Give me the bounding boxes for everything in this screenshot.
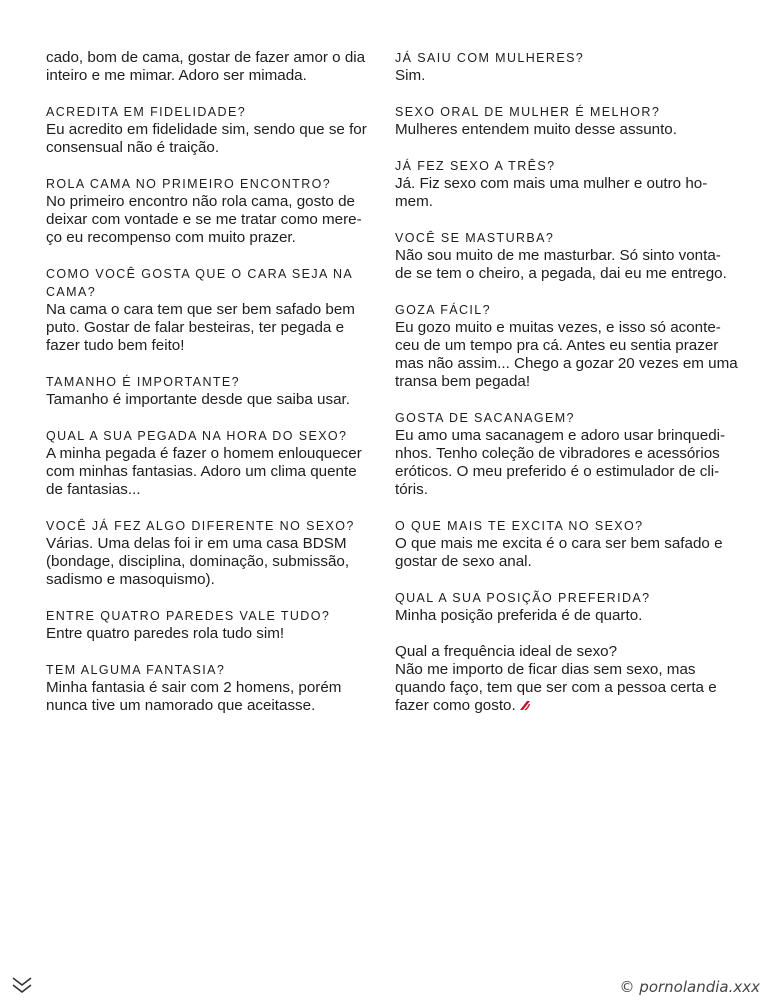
answer-line: Tamanho é importante desde que saiba usar.: [46, 391, 350, 408]
question-heading: SEXO ORAL DE MULHER É MELHOR?: [395, 105, 661, 119]
answer-line: fazer tudo bem feito!: [46, 337, 185, 354]
answer-line: (bondage, disciplina, dominação, submissão,: [46, 553, 350, 570]
answer-line: ço eu recompenso com muito prazer.: [46, 229, 296, 246]
qa-block: [46, 373, 376, 409]
qa-block-last: [395, 643, 730, 715]
left-qa-list: [46, 103, 376, 715]
lead-line: inteiro e me mimar. Adoro ser mimada.: [46, 67, 307, 84]
question-heading: ACREDITA EM FIDELIDADE?: [46, 105, 247, 119]
double-chevron-down-icon[interactable]: [11, 975, 33, 995]
answer-line: quando faço, tem que ser com a pessoa certa e: [395, 679, 717, 696]
question-heading: O QUE MAIS TE EXCITA NO SEXO?: [395, 519, 644, 533]
answer-line-last: [395, 697, 730, 715]
left-column: [46, 49, 376, 733]
answer-line: tóris.: [395, 481, 428, 498]
answer-line: Não me importo de ficar dias sem sexo, mas: [395, 661, 696, 678]
answer-line: Várias. Uma delas foi ir em uma casa BDSM: [46, 535, 347, 552]
question-heading: GOZA FÁCIL?: [395, 303, 491, 317]
lead-paragraph: [46, 49, 376, 85]
answer-line: Já. Fiz sexo com mais uma mulher e outro ho-: [395, 175, 708, 192]
right-column: [395, 49, 738, 733]
question-heading: COMO VOCÊ GOSTA QUE O CARA SEJA NA: [46, 267, 354, 281]
answer-line: O que mais me excita é o cara ser bem safado e: [395, 535, 723, 552]
lead-line: cado, bom de cama, gostar de fazer amor o dia: [46, 49, 366, 66]
answer-line: mas não assim... Chego a gozar 20 vezes em uma: [395, 355, 738, 372]
qa-block: [46, 607, 376, 643]
answer-line: nunca tive um namorado que aceitasse.: [46, 697, 316, 714]
answer-line: de se tem o cheiro, a pegada, dai eu me entrego.: [395, 265, 727, 282]
qa-block: [395, 49, 730, 85]
qa-block: [46, 661, 376, 715]
qa-block: [46, 175, 376, 247]
answer-line: Minha fantasia é sair com 2 homens, porém: [46, 679, 342, 696]
answer-line: ceu de um tempo pra cá. Antes eu sentia prazer: [395, 337, 719, 354]
qa-block: [395, 517, 730, 571]
question-heading: VOCÊ SE MASTURBA?: [395, 231, 555, 245]
answer-line: gostar de sexo anal.: [395, 553, 532, 570]
question-heading: CAMA?: [46, 285, 97, 299]
question-heading: ROLA CAMA NO PRIMEIRO ENCONTRO?: [46, 177, 332, 191]
question-heading: TEM ALGUMA FANTASIA?: [46, 663, 226, 677]
answer-line: Eu amo uma sacanagem e adoro usar brinquedi-: [395, 427, 726, 444]
end-mark-icon: [519, 700, 531, 711]
right-qa-list: [395, 49, 738, 625]
question-heading: JÁ SAIU COM MULHERES?: [395, 51, 585, 65]
question-heading: JÁ FEZ SEXO A TRÊS?: [395, 159, 556, 173]
answer-line: deixar com vontade e se me tratar como mere-: [46, 211, 362, 228]
answer-line: transa bem pegada!: [395, 373, 531, 390]
qa-block: [395, 103, 730, 139]
answer-line: de fantasias...: [46, 481, 141, 498]
answer-line: sadismo e masoquismo).: [46, 571, 215, 588]
answer-line: No primeiro encontro não rola cama, gosto de: [46, 193, 355, 210]
answer-line: Entre quatro paredes rola tudo sim!: [46, 625, 285, 642]
qa-block: [46, 427, 376, 499]
answer-line: Eu acredito em fidelidade sim, sendo que se for: [46, 121, 367, 138]
qa-block: [395, 301, 738, 391]
qa-block: [395, 589, 730, 625]
question-heading: TAMANHO É IMPORTANTE?: [46, 375, 240, 389]
answer-line: eróticos. O meu preferido é o estimulador de cli-: [395, 463, 720, 480]
answer-line: Minha posição preferida é de quarto.: [395, 607, 643, 624]
answer-line: Na cama o cara tem que ser bem safado bem: [46, 301, 355, 318]
answer-line: mem.: [395, 193, 433, 210]
answer-line: com minhas fantasias. Adoro um clima quente: [46, 463, 357, 480]
question-heading: ENTRE QUATRO PAREDES VALE TUDO?: [46, 609, 331, 623]
answer-line: Não sou muito de me masturbar. Só sinto vonta-: [395, 247, 721, 264]
answer-line: Eu gozo muito e muitas vezes, e isso só aconte-: [395, 319, 721, 336]
answer-line: Mulheres entendem muito desse assunto.: [395, 121, 677, 138]
qa-block: [395, 409, 730, 499]
qa-block: [395, 229, 730, 283]
question-heading: QUAL A SUA POSIÇÃO PREFERIDA?: [395, 591, 651, 605]
qa-block: [395, 157, 730, 211]
answer-line: consensual não é traição.: [46, 139, 220, 156]
qa-block: [46, 265, 376, 355]
question-heading: QUAL A SUA PEGADA NA HORA DO SEXO?: [46, 429, 348, 443]
qa-block: [46, 103, 376, 157]
qa-block: [46, 517, 376, 589]
watermark: © pornolandia.xxx: [619, 978, 760, 996]
question-plain: Qual a frequência ideal de sexo?: [395, 643, 618, 660]
answer-line: A minha pegada é fazer o homem enlouquecer: [46, 445, 362, 462]
answer-line: nhos. Tenho coleção de vibradores e acessórios: [395, 445, 720, 462]
answer-text: fazer como gosto.: [395, 697, 516, 714]
question-heading: VOCÊ JÁ FEZ ALGO DIFERENTE NO SEXO?: [46, 519, 355, 533]
answer-line: puto. Gostar de falar besteiras, ter pegada e: [46, 319, 345, 336]
question-heading: GOSTA DE SACANAGEM?: [395, 411, 575, 425]
answer-line: Sim.: [395, 67, 426, 84]
